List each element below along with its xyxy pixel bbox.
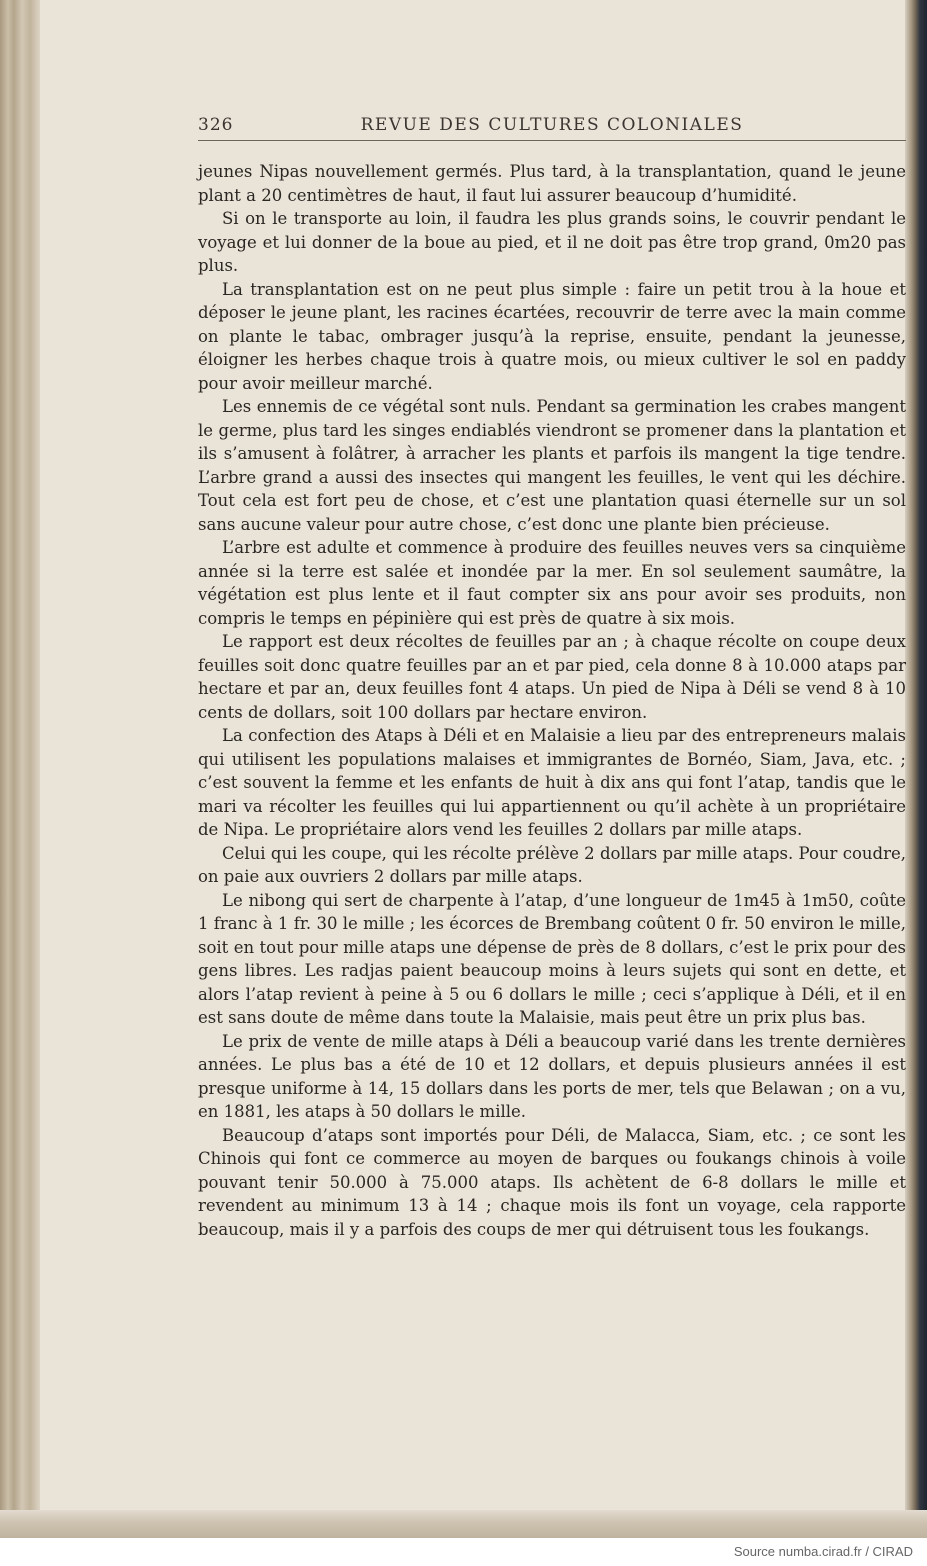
page-gutter-left [0,0,40,1538]
page-number: 326 [198,115,234,135]
paragraph: Le prix de vente de mille ataps à Déli a beaucoup varié dans les trente dernières années. Le plus bas a été de 10 et 12 dollars, et depuis plusieurs années il est presque uniforme à 14, 15 dollars dans les ports de mer, tels que Belawan ; on a vu, en 1881, les ataps à 50 dollars le mille. [198,1031,906,1121]
paragraph: Le nibong qui sert de charpente à l’atap, d’une longueur de 1m45 à 1m50, coûte 1 franc à 1 fr. 30 le mille ; les écorces de Brembang coûtent 0 fr. 50 environ le mille, soit en tout pour mille ataps une dépense de près de 8 dollars, c’est le prix pour des gens libres. Les radjas paient beaucoup moins à leurs sujets qui sont en dette, et alors l’atap revient à peine à 5 ou 6 dollars le mille ; ceci s’applique à Déli, et il en est sans doute de même dans toute la Malaisie, mais peut être un prix plus bas. [198,890,906,1027]
paragraph: Les ennemis de ce végétal sont nuls. Pendant sa germination les crabes mangent le germe, plus tard les singes endiablés viendront se promener dans la plantation et ils s’amusent à folâtrer, à arracher les plants et parfois ils mangent la tige tendre. L’arbre grand a aussi des insectes qui mangent les feuilles, le vent qui les déchire. Tout cela est fort peu de chose, et c’est une plantation quasi éternelle sur un sol sans aucune valeur pour autre chose, c’est donc une plante bien précieuse. [198,397,906,534]
book-edge-bottom [0,1510,927,1538]
paragraph: Beaucoup d’ataps sont importés pour Déli, de Malacca, Siam, etc. ; ce sont les Chinois qui font ce commerce au moyen de barques ou foukangs chinois à voile pouvant tenir 50.000 à 75.000 ataps. Ils achètent de 6-8 dollars le mille et revendent au minimum 13 à 14 ; chaque mois ils font un voyage, cela rapporte beaucoup, mais il y a parfois des coups de mer qui détruisent tous les foukangs. [198,1125,906,1239]
paragraph: Celui qui les coupe, qui les récolte prélève 2 dollars par mille ataps. Pour coudre, on paie aux ouvriers 2 dollars par mille ataps. [198,843,906,886]
header-rule [198,140,906,141]
book-edge-right [905,0,927,1538]
paragraph: La confection des Ataps à Déli et en Malaisie a lieu par des entrepreneurs malais qui utilisent les populations malaises et immigrantes de Bornéo, Siam, Java, etc. ; c’est souvent la femme et les enfants de huit à dix ans qui font l’atap, tandis que le mari va récolter les feuilles qui lui appartiennent ou qu’il achète à un propriétaire de Nipa. Le propriétaire alors vend les feuilles 2 dollars par mille ataps. [198,726,906,839]
body-text [198,160,906,1241]
running-title: REVUE DES CULTURES COLONIALES [360,115,744,135]
page-header [198,112,906,142]
paragraph: Le rapport est deux récoltes de feuilles par an ; à chaque récolte on coupe deux feuilles soit donc quatre feuilles par an et par pied, cela donne 8 à 10.000 ataps par hectare et par an, deux feuilles font 4 ataps. Un pied de Nipa à Déli se vend 8 à 10 cents de dollars, soit 100 dollars par hectare environ. [198,632,906,722]
paragraph: La transplantation est on ne peut plus simple : faire un petit trou à la houe et déposer le jeune plant, les racines écartées, recouvrir de terre avec la main comme on plante le tabac, ombrager jusqu’à la reprise, ensuite, pendant la jeunesse, éloigner les herbes chaque trois à quatre mois, ou mieux cultiver le sol en paddy pour avoir meilleur marché. [198,279,906,393]
paragraph: L’arbre est adulte et commence à produire des feuilles neuves vers sa cinquième année si la terre est salée et inondée par la mer. En sol seulement saumâtre, la végétation est plus lente et il faut compter six ans pour avoir ses produits, non compris le temps en pépinière qui est près de quatre à six mois. [198,538,906,628]
paragraph: Si on le transporte au loin, il faudra les plus grands soins, le couvrir pendant le voyage et lui donner de la boue au pied, et il ne doit pas être trop grand, 0m20 pas plus. [198,209,906,275]
paragraph: jeunes Nipas nouvellement germés. Plus tard, à la transplantation, quand le jeune plant a 20 centimètres de haut, il faut lui assurer beaucoup d’humidité. [198,162,906,205]
source-credit: Source numba.cirad.fr / CIRAD [733,1544,913,1559]
